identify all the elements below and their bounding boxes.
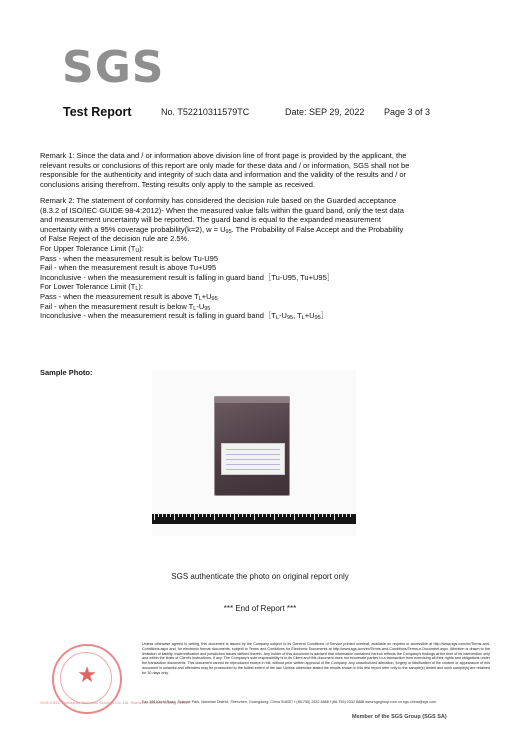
remark-2-line bbox=[40, 225, 486, 235]
upper-pass: Pass - when the measurement result is below Tu-U95 bbox=[40, 253, 218, 263]
sgs-logo: SGS bbox=[62, 42, 165, 93]
sample-photo-label: Sample Photo: bbox=[40, 368, 93, 377]
ruler-tick bbox=[310, 514, 311, 517]
remark-1-line: relevant results or conclusions of this report are only made for these data and / or information, SGS shall not be bbox=[40, 160, 410, 170]
subscript: L bbox=[301, 315, 305, 322]
ruler-tick bbox=[342, 514, 343, 517]
ruler-tick bbox=[234, 514, 235, 520]
lower-pass bbox=[40, 292, 486, 302]
ruler-tick bbox=[318, 514, 319, 517]
upper-inconclusive: Inconclusive - when the measurement result is falling in guard band［Tu-U95, Tu+U95］ bbox=[40, 272, 335, 282]
ruler-tick bbox=[274, 514, 275, 520]
photo-caption: SGS authenticate the photo on original report only bbox=[171, 572, 349, 581]
member-of-sgs-group: Member of the SGS Group (SGS SA) bbox=[352, 714, 447, 720]
ruler-tick bbox=[230, 514, 231, 517]
ruler-tick bbox=[206, 514, 207, 517]
ruler-tick bbox=[210, 514, 211, 517]
ruler-tick bbox=[162, 514, 163, 517]
text-run: . The Probability of False Accept and the Probability bbox=[231, 224, 404, 234]
ruler-tick bbox=[302, 514, 303, 517]
page-number: Page 3 of 3 bbox=[384, 107, 431, 117]
ruler-tick bbox=[258, 514, 259, 517]
ruler-tick bbox=[226, 514, 227, 517]
ruler bbox=[152, 514, 356, 524]
lower-limit-heading bbox=[40, 282, 486, 292]
remark-2-line: and measurement uncertainty will be reported. The guard band is equal to the expanded measurement bbox=[40, 215, 381, 225]
ruler-tick bbox=[306, 514, 307, 517]
ruler-tick bbox=[338, 514, 339, 517]
ruler-tick bbox=[202, 514, 203, 517]
remark-2-line: Remark 2: The statement of conformity has considered the decision rule based on the Guarded acceptance bbox=[40, 196, 397, 205]
ruler-tick bbox=[154, 514, 155, 520]
ruler-tick bbox=[330, 514, 331, 517]
text-run: For Lower Tolerance Limit (T bbox=[40, 282, 136, 292]
sample-bag bbox=[214, 396, 290, 496]
remark-1-line: responsible for the authenticity and integrity of such data and information and the validity of the results and / or bbox=[40, 170, 407, 180]
ruler-tick bbox=[214, 514, 215, 520]
ruler-tick bbox=[242, 514, 243, 517]
ruler-tick bbox=[334, 514, 335, 520]
company-address: Fax 198 Kezhi Road, Science Park, Nanshan District, Shenzhen, Guangdong, China 518057 t (86-755) 2532 8888 f (86-755) 2532 8888 www.sgsgroup.com.cn sgs.china@sgs.com bbox=[142, 700, 437, 704]
text-run: Pass - when the measurement result is above T bbox=[40, 291, 199, 301]
text-run: Fail - when the measurement result is below T bbox=[40, 301, 194, 311]
legal-disclaimer: Unless otherwise agreed in writing, this document is issued by the Company subject to its General Conditions of Service printed overleaf, available on request or accessible at http://www.sgs.com/en/Terms-and-Conditions.aspx and, for electronic format documents, subject to Terms and Conditions for Electronic Documents at http://www.sgs.com/en/Terms-and-Conditions/Terms-e-Document.aspx. Attention is drawn to the limitation of liability, indemnification and jurisdiction issues defined therein. Any holder of this document is advised that information contained hereon reflects the Company's findings at the time of its intervention only and within the limits of Client's instructions, if any. The Company's sole responsibility is to its Client and this document does not exonerate parties to a transaction from exercising all their rights and obligations under the transaction documents. This document cannot be reproduced except in full, without prior written approval of the Company. Any unauthorized alteration, forgery or falsification of the content or appearance of this document is unlawful and offenders may be prosecuted to the fullest extent of the law. Unless otherwise stated the results shown in this test report refer only to the sample(s) tested and such sample(s) are retained for 30 days only. bbox=[142, 642, 490, 675]
ruler-tick bbox=[198, 514, 199, 517]
subscript: L bbox=[275, 315, 280, 322]
text-run: ): bbox=[139, 243, 144, 253]
ruler-tick bbox=[246, 514, 247, 517]
bag-label bbox=[221, 443, 285, 475]
remark-1 bbox=[40, 151, 486, 189]
text-run: ): bbox=[138, 282, 143, 292]
ruler-tick bbox=[250, 514, 251, 517]
text-run: -U bbox=[196, 301, 205, 311]
ruler-tick bbox=[262, 514, 263, 517]
ruler-tick bbox=[270, 514, 271, 517]
remark-1-line: conclusions arising therefrom. Testing results only apply to the sample as received. bbox=[40, 179, 315, 189]
lower-inconclusive bbox=[40, 311, 486, 321]
text-run: ］ bbox=[320, 311, 329, 321]
sample-photo bbox=[152, 370, 356, 536]
upper-limit-heading bbox=[40, 244, 486, 254]
ruler-tick bbox=[290, 514, 291, 517]
text-run: Inconclusive - when the measurement result is falling in guard band［T bbox=[40, 311, 276, 321]
ruler-tick bbox=[194, 514, 195, 520]
stamp-text: SGS-CSTC Standards Technical Services Co.,Ltd. Shenzhen Branch Testing Center bbox=[40, 700, 190, 705]
subscript: L bbox=[135, 286, 139, 293]
subscript: 95 bbox=[211, 295, 218, 302]
subscript: L bbox=[193, 305, 197, 312]
ruler-tick bbox=[158, 514, 159, 517]
text-run: uncertainty with a 95% coverage probability(k=2), w = U bbox=[40, 224, 226, 234]
ruler-tick bbox=[218, 514, 219, 517]
star-icon: ★ bbox=[77, 662, 97, 687]
text-run: +U bbox=[304, 311, 315, 321]
subscript: 95 bbox=[204, 305, 211, 312]
subscript: 95 bbox=[286, 315, 294, 322]
ruler-tick bbox=[166, 514, 167, 517]
report-date: Date: SEP 29, 2022 bbox=[285, 107, 365, 117]
text-run: , T bbox=[293, 311, 302, 321]
ruler-tick bbox=[222, 514, 223, 517]
ruler-tick bbox=[350, 514, 351, 517]
ruler-tick bbox=[282, 514, 283, 517]
ruler-tick bbox=[322, 514, 323, 517]
subscript: L bbox=[198, 295, 202, 302]
remark-1-line: Remark 1: Since the data and / or information above division line of front page is provided by the applicant, the bbox=[40, 151, 407, 160]
subscript: 95 bbox=[225, 228, 232, 235]
ruler-tick bbox=[174, 514, 175, 520]
text-run: For Upper Tolerance Limit (T bbox=[40, 243, 136, 253]
remark-2-line: (8.3.2 of ISO/IEC GUIDE 98-4:2012)- When the measured value falls within the guard band, only the test data bbox=[40, 205, 404, 215]
ruler-tick bbox=[346, 514, 347, 517]
ruler-tick bbox=[294, 514, 295, 520]
subscript: 95 bbox=[314, 315, 321, 322]
ruler-tick bbox=[266, 514, 267, 517]
ruler-tick bbox=[298, 514, 299, 517]
ruler-tick bbox=[326, 514, 327, 517]
text-run: +U bbox=[201, 291, 212, 301]
remark-2 bbox=[40, 196, 486, 321]
report-title: Test Report bbox=[63, 105, 132, 119]
ruler-tick bbox=[278, 514, 279, 517]
ruler-tick bbox=[182, 514, 183, 517]
subscript: U bbox=[135, 247, 140, 254]
remark-2-line: of False Reject of the decision rule are 2.5%. bbox=[40, 234, 190, 244]
ruler-tick bbox=[190, 514, 191, 517]
ruler-tick bbox=[186, 514, 187, 517]
report-number: No. T52210311579TC bbox=[161, 107, 250, 117]
ruler-tick bbox=[238, 514, 239, 517]
upper-fail: Fail - when the measurement result is above Tu+U95 bbox=[40, 263, 217, 273]
ruler-tick bbox=[314, 514, 315, 520]
text-run: -U bbox=[279, 311, 287, 321]
lower-fail bbox=[40, 302, 486, 312]
ruler-tick bbox=[178, 514, 179, 517]
bag-seal bbox=[215, 397, 289, 403]
ruler-tick bbox=[286, 514, 287, 517]
end-of-report: *** End of Report *** bbox=[223, 604, 297, 613]
ruler-tick bbox=[254, 514, 255, 520]
ruler-tick bbox=[170, 514, 171, 517]
